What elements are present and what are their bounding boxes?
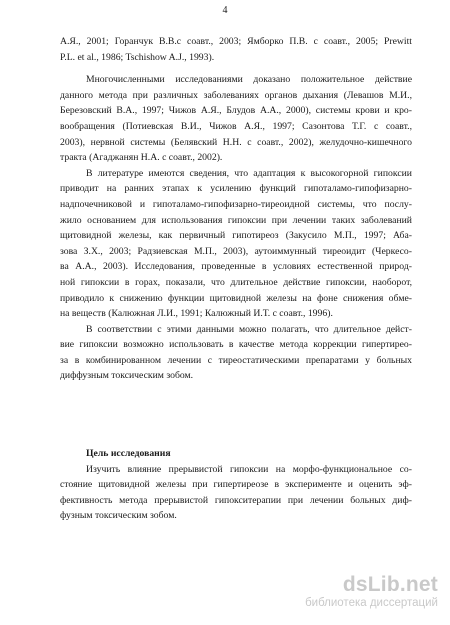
- text-line: за в комбинированном лечении с тиреостатическими препаратами у больных: [60, 354, 412, 366]
- text-line: вообращения (Потиевская В.И., Чижов А.Я., 1997; Сазонтова Т.Г. с соавт.,: [60, 120, 412, 132]
- text-line: А.Я., 2001; Горанчук В.В.с соавт., 2003; Ямборко П.В. с соавт., 2005; Prewitt: [60, 36, 412, 47]
- text-line: ной гипоксии в горах, показали, что длительное действие гипоксии, наоборот,: [60, 276, 412, 288]
- text-line: 2003), нервной системы (Белявский Н.Н. с соавт., 2002), желудочно-кишечного: [60, 136, 412, 148]
- watermark-logo: dsLib.net: [342, 573, 438, 596]
- section-goal: [60, 446, 412, 524]
- text-line: P.L. et al., 1986; Tschishow A.J., 1993).: [60, 51, 215, 63]
- text-line: надпочечниковой и гипоталамо-гипофизарно-тиреоидной системы, что послу-: [60, 198, 412, 210]
- page-number: 4: [222, 5, 228, 16]
- text-line: приводило к снижению функции щитовидной железы на фоне снижения обме-: [60, 292, 412, 304]
- paragraph: [60, 34, 412, 65]
- paragraph: [60, 72, 412, 166]
- text-line: диффузным токсическим зобом.: [60, 370, 194, 382]
- text-line: Изучить влияние прерывистой гипоксии на морфо-функциональное со-: [86, 463, 412, 475]
- text-line: Многочисленными исследованиями доказано положительное действие: [86, 74, 412, 86]
- text-line: тракта (Агаджанян Н.А. с соавт., 2002).: [60, 152, 223, 164]
- text-line: ва А.А., 2003). Исследования, проведенные в условиях естественной природ-: [60, 261, 412, 273]
- text-line: данного метода при различных заболеваниях органов дыхания (Левашов М.И.,: [60, 89, 412, 101]
- watermark: [294, 573, 444, 611]
- text-line: стояние щитовидной железы при гипертиреозе в эксперименте и оценить эф-: [60, 479, 412, 491]
- text-line: зова З.Х., 2003; Радзиевская М.П., 2003), аутоиммунный тиреоидит (Черкесо-: [60, 245, 412, 257]
- paragraph: [60, 322, 412, 384]
- text-line: фективность метода прерывистой гипокситерапии при лечении больных диф-: [60, 494, 412, 506]
- text-line: вие гипоксии возможно использовать в качестве метода коррекции гипертирео-: [60, 339, 412, 351]
- text-line: фузным токсическим зобом.: [60, 510, 177, 522]
- section-heading: Цель исследования: [86, 448, 171, 460]
- text-line: В соответствии с этими данными можно полагать, что длительное дейст-: [86, 323, 412, 335]
- paragraph: [60, 166, 412, 322]
- document-body: [60, 34, 412, 524]
- text-line: приводит на ранних этапах к усилению функций гипоталамо-гипофизарно-: [60, 183, 412, 195]
- text-line: Березовский В.А., 1997; Чижов А.Я., Блудов А.А., 2000), системы крови и кро-: [60, 105, 412, 117]
- watermark-subtitle: библиотека диссертаций: [305, 597, 438, 609]
- text-line: на веществ (Калюжная Л.И., 1991; Калюжный И.Т. с соавт., 1996).: [60, 308, 333, 320]
- text-line: щитовидной железы, как первичный гипотиреоз (Закусило М.П., 1997; Аба-: [60, 230, 412, 242]
- text-line: В литературе имеются сведения, что адаптация к высокогорной гипоксии: [86, 167, 412, 179]
- text-line: жило основанием для использования гипоксии при лечении таких заболеваний: [60, 214, 412, 226]
